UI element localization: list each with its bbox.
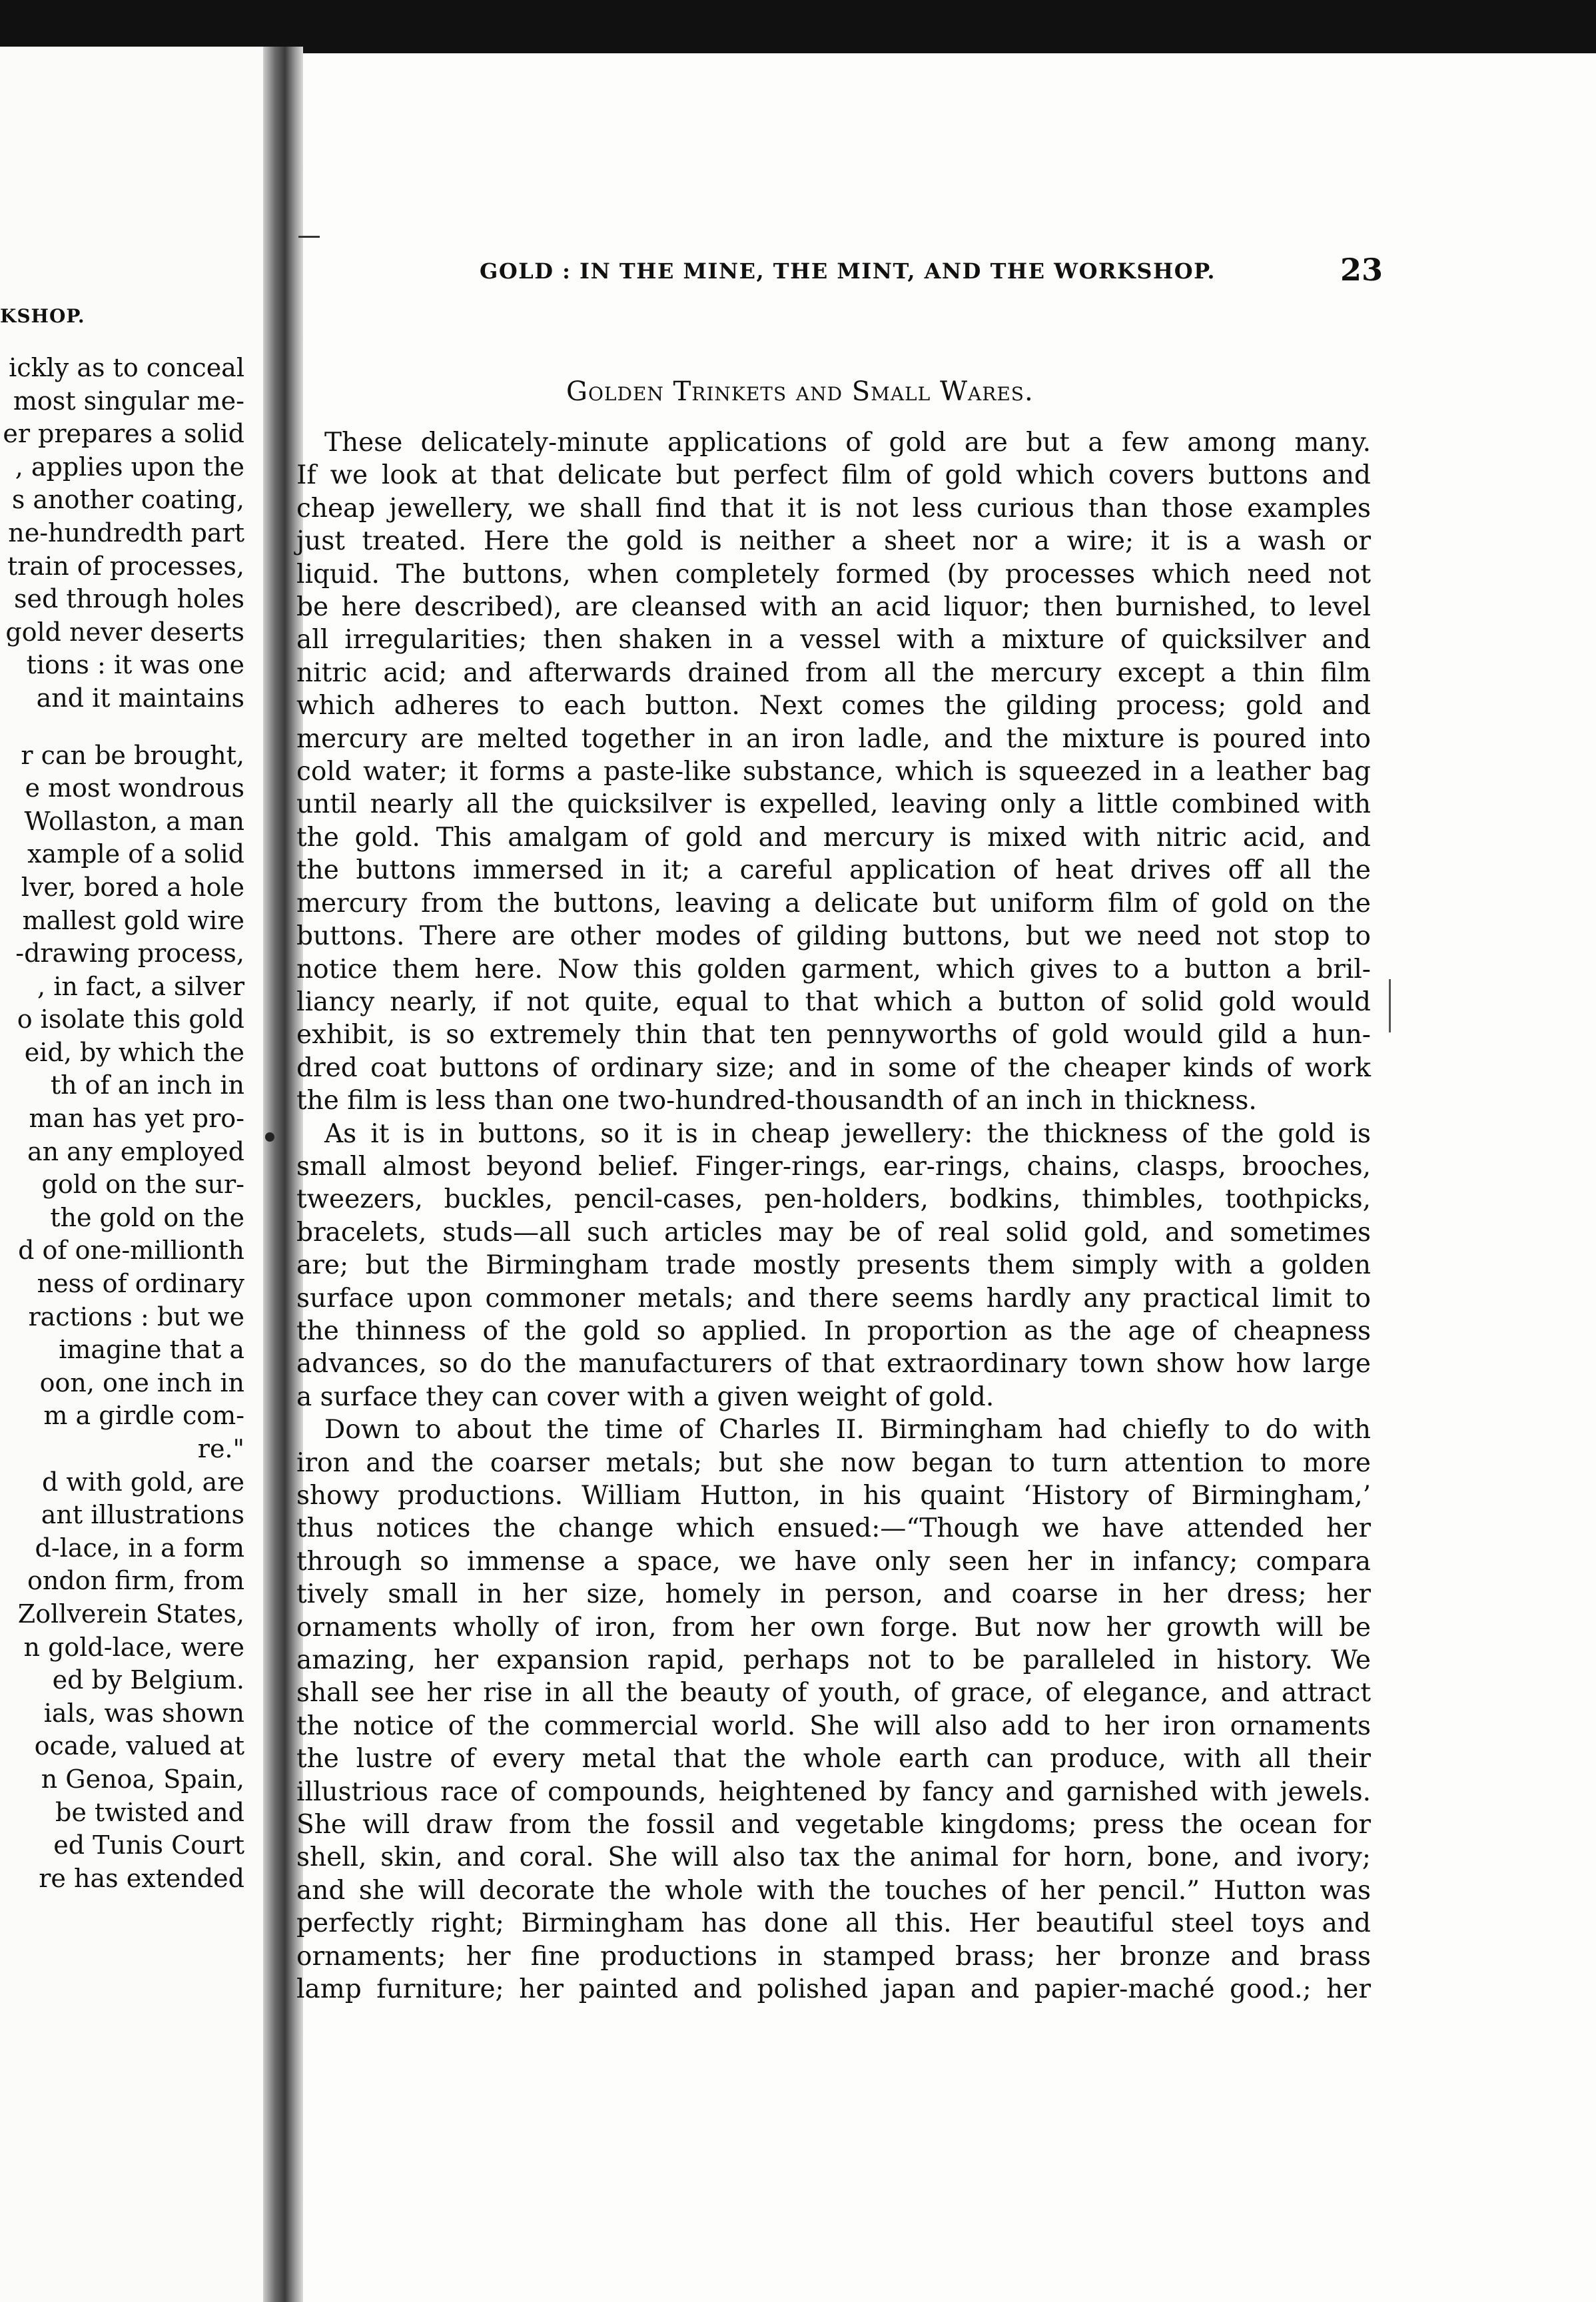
body-text-line: through so immense a space, we have only seen her in infancy; compara xyxy=(296,1546,1371,1577)
body-text-line: surface upon commoner metals; and there seems hardly any practical limit to xyxy=(296,1283,1371,1314)
left-text-line: eid, by which the xyxy=(24,1037,244,1067)
body-text-line: be here described), are cleansed with an acid liquor; then burnished, to level xyxy=(296,592,1371,623)
left-page-running-head: KSHOP. xyxy=(0,305,85,327)
gutter-dot xyxy=(265,1132,274,1142)
body-text-line: are; but the Birmingham trade mostly presents them simply with a golden xyxy=(296,1250,1371,1281)
left-page-text-column xyxy=(0,352,244,1895)
left-text-line: ials, was shown xyxy=(43,1698,244,1728)
body-text-line: a surface they can cover with a given weight of gold. xyxy=(296,1381,995,1412)
body-text-line: nitric acid; and afterwards drained from all the mercury except a thin film xyxy=(296,657,1371,688)
body-text-line: As it is in buttons, so it is in cheap jewellery: the thickness of the gold is xyxy=(324,1118,1371,1149)
body-text-line: exhibit, is so extremely thin that ten pennyworths of gold would gild a hun- xyxy=(296,1020,1371,1050)
left-text-line: man has yet pro- xyxy=(29,1104,244,1134)
left-text-line: ness of ordinary xyxy=(37,1269,244,1299)
left-text-line: d with gold, are xyxy=(41,1467,244,1497)
left-text-line: an any employed xyxy=(27,1136,244,1166)
left-text-line: sed through holes xyxy=(13,584,244,614)
body-text-line: She will draw from the fossil and vegetable kingdoms; press the ocean for xyxy=(296,1810,1371,1840)
left-text-line: tions : it was one xyxy=(26,650,244,680)
left-text-line: n gold-lace, were xyxy=(23,1632,244,1662)
left-text-line: ocade, valued at xyxy=(34,1731,244,1761)
body-text-line: just treated. Here the gold is neither a sheet nor a wire; it is a wash or xyxy=(296,526,1371,557)
body-text-line: until nearly all the quicksilver is expelled, leaving only a little combined with xyxy=(296,789,1371,820)
body-text-line: thus notices the change which ensued:—“Though we have attended her xyxy=(296,1513,1371,1544)
body-text-line: cheap jewellery, we shall find that it is not less curious than those examples xyxy=(296,493,1371,524)
body-text-line: all irregularities; then shaken in a vessel with a mixture of quicksilver and xyxy=(296,625,1371,655)
left-text-line: ondon firm, from xyxy=(27,1566,244,1596)
body-text-line: iron and the coarser metals; but she now began to turn attention to more xyxy=(296,1447,1371,1478)
running-head: GOLD : IN THE MINE, THE MINT, AND THE WORKSHOP. xyxy=(480,258,1216,284)
left-text-line: ne-hundredth part xyxy=(8,518,244,548)
edge-mark xyxy=(1389,979,1391,1032)
body-text-line: mercury from the buttons, leaving a delicate but uniform film of gold on the xyxy=(296,888,1371,919)
body-text-line: bracelets, studs—all such articles may be of real solid gold, and sometimes xyxy=(296,1217,1371,1248)
body-text xyxy=(296,426,1371,2006)
body-text-line: perfectly right; Birmingham has done all this. Her beautiful steel toys and xyxy=(296,1908,1371,1939)
body-text-line: mercury are melted together in an iron ladle, and the mixture is poured into xyxy=(296,723,1371,754)
left-text-line: -drawing process, xyxy=(15,939,244,968)
left-text-line: most singular me- xyxy=(13,386,244,416)
body-text-line: the lustre of every metal that the whole earth can produce, with all their xyxy=(296,1744,1371,1774)
body-text-line: shell, skin, and coral. She will also tax the animal for horn, bone, and ivory; xyxy=(296,1842,1371,1873)
body-text-line: shall see her rise in all the beauty of youth, of grace, of elegance, and attract xyxy=(296,1678,1371,1709)
left-text-line: o isolate this gold xyxy=(17,1004,244,1034)
body-text-line: liancy nearly, if not quite, equal to that which a button of solid gold would xyxy=(296,986,1371,1017)
body-text-line: the notice of the commercial world. She will also add to her iron ornaments xyxy=(296,1711,1371,1741)
left-text-line: ickly as to conceal xyxy=(9,353,244,382)
body-text-line: and she will decorate the whole with the touches of her pencil.” Hutton was xyxy=(296,1875,1371,1906)
body-text-line: ornaments; her fine productions in stamped brass; her bronze and brass xyxy=(296,1941,1371,1972)
body-text-line: illustrious race of compounds, heightened by fancy and garnished with jewels. xyxy=(296,1776,1371,1807)
left-text-line: e most wondrous xyxy=(25,773,244,803)
body-text-line: If we look at that delicate but perfect film of gold which covers buttons and xyxy=(296,460,1371,491)
left-text-line: r can be brought, xyxy=(21,740,244,770)
body-text-line: small almost beyond belief. Finger-rings, ear-rings, chains, clasps, brooches, xyxy=(296,1151,1371,1182)
section-title: Golden Trinkets and Small Wares. xyxy=(566,376,1034,407)
body-text-line: These delicately-minute applications of gold are but a few among many. xyxy=(324,428,1371,458)
left-text-line: th of an inch in xyxy=(50,1070,244,1100)
body-text-line: the film is less than one two-hundred-thousandth of an inch in thickness. xyxy=(296,1086,1257,1116)
left-text-line: gold never deserts xyxy=(5,617,244,647)
body-text-line: the buttons immersed in it; a careful application of heat drives off all the xyxy=(296,855,1371,886)
left-text-line: and it maintains xyxy=(36,683,244,713)
margin-mark xyxy=(298,236,320,238)
left-text-line: d of one-millionth xyxy=(18,1236,244,1266)
left-text-line: er prepares a solid xyxy=(3,419,244,449)
left-text-line: xample of a solid xyxy=(27,839,244,869)
left-text-line: oon, one inch in xyxy=(39,1367,244,1397)
body-text-line: dred coat buttons of ordinary size; and in some of the cheaper kinds of work xyxy=(296,1052,1371,1083)
left-text-line: ed Tunis Court xyxy=(53,1830,244,1860)
left-text-line: , in fact, a silver xyxy=(37,971,244,1001)
left-text-line xyxy=(0,715,244,739)
left-text-line: re." xyxy=(197,1434,244,1463)
left-text-line: train of processes, xyxy=(7,551,244,581)
body-text-line: Down to about the time of Charles II. Birmingham had chiefly to do with xyxy=(324,1415,1371,1445)
left-text-line: re has extended xyxy=(39,1863,244,1893)
left-text-line: mallest gold wire xyxy=(22,905,244,935)
body-text-line: lamp furniture; her painted and polished japan and papier-maché good.; her xyxy=(296,1974,1371,2005)
left-text-line: imagine that a xyxy=(59,1335,244,1365)
body-text-line: showy productions. William Hutton, in his quaint ‘History of Birmingham,’ xyxy=(296,1481,1371,1511)
left-text-line: the gold on the xyxy=(50,1202,244,1232)
left-text-line: gold on the sur- xyxy=(41,1170,244,1200)
left-text-line: ractions : but we xyxy=(28,1302,244,1332)
left-facing-page xyxy=(0,47,263,2302)
body-text-line: tweezers, buckles, pencil-cases, pen-holders, bodkins, thimbles, toothpicks, xyxy=(296,1184,1371,1215)
left-text-line: be twisted and xyxy=(55,1797,244,1827)
body-text-line: which adheres to each button. Next comes the gilding process; gold and xyxy=(296,691,1371,721)
body-text-line: the thinness of the gold so applied. In proportion as the age of cheapness xyxy=(296,1316,1371,1346)
left-text-line: n Genoa, Spain, xyxy=(41,1764,244,1794)
body-text-line: tively small in her size, homely in person, and coarse in her dress; her xyxy=(296,1579,1371,1610)
left-text-line: d-lace, in a form xyxy=(35,1533,244,1563)
body-text-line: notice them here. Now this golden garment, which gives to a button a bril- xyxy=(296,954,1371,984)
left-text-line: s another coating, xyxy=(11,485,244,515)
page-number: 23 xyxy=(1340,252,1384,288)
body-text-line: cold water; it forms a paste-like substance, which is squeezed in a leather bag xyxy=(296,757,1371,787)
left-text-line: Zollverein States, xyxy=(17,1599,244,1629)
body-text-line: the gold. This amalgam of gold and mercury is mixed with nitric acid, and xyxy=(296,822,1371,853)
body-text-line: liquid. The buttons, when completely formed (by processes which need not xyxy=(296,559,1371,589)
left-text-line: ed by Belgium. xyxy=(52,1665,244,1695)
body-text-line: buttons. There are other modes of gilding buttons, but we need not stop to xyxy=(296,921,1371,952)
body-text-line: amazing, her expansion rapid, perhaps not to be paralleled in history. We xyxy=(296,1645,1371,1676)
left-text-line: , applies upon the xyxy=(15,452,244,482)
body-text-line: ornaments wholly of iron, from her own forge. But now her growth will be xyxy=(296,1612,1371,1643)
left-text-line: m a girdle com- xyxy=(43,1401,244,1431)
left-text-line: ant illustrations xyxy=(41,1500,244,1530)
body-text-line: advances, so do the manufacturers of that extraordinary town show how large xyxy=(296,1349,1371,1379)
left-text-line: lver, bored a hole xyxy=(21,872,244,902)
left-text-line: Wollaston, a man xyxy=(24,806,244,836)
